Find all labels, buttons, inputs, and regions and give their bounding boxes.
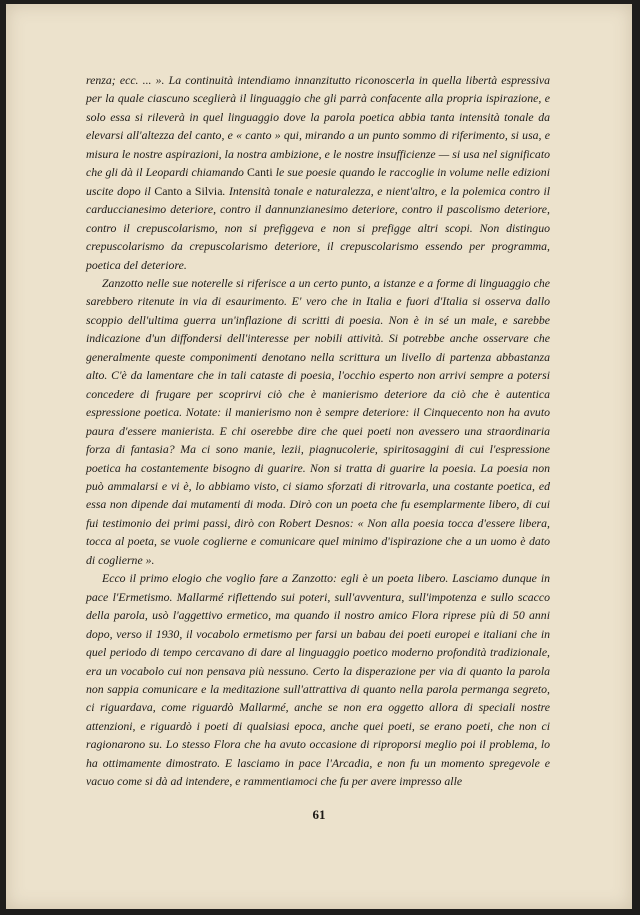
page-number: 61 bbox=[312, 807, 326, 822]
text-run: renza; ecc. ... ». La continuità intendiamo innanzitutto riconoscerla in quella libertà espressiva per la quale ciascuno sceglierà il linguaggio che gli parrà confacente alla propria ispirazione, e solo essa si rileverà in quel linguaggio dove la parola poetica abbia tanta intensità tonale da elevarsi all'altezza del canto, e « canto » qui, mirando a un punto sommo di riferimento, si usa, e misura le nostre aspirazioni, la nostra ambizione, e le nostre insufficienze — si usa nel significato che gli dà il Leopardi chiamando bbox=[86, 73, 550, 180]
text-run: . Intensità tonale e naturalezza, e nient'altro, e la polemica contro il carduccianesimo deteriore, contro il dannunzianesimo deteriore, contro il pascolismo deteriore, contro il crepuscolarismo, non si prefiggeva e non si prefigge altri scopi. Non distinguo crepuscolarismo da crepuscolarismo deteriore, il crepuscolarismo essendo per programma, poetica del deteriore. bbox=[86, 183, 551, 272]
paragraph bbox=[86, 569, 550, 790]
title-reference: Canti bbox=[247, 165, 273, 180]
text-run: le sue poesie quando le raccoglie in volume nelle edizioni uscite dopo il bbox=[86, 165, 550, 198]
text-run: Ecco il primo elogio che voglio fare a Zanzotto: egli è un poeta libero. Lasciamo dunque in pace l'Ermetismo. Mallarmé riflettendo sui poteri, sull'avventura, sull'impotenza e sullo scacco della parola, usò l'aggettivo ermetico, ma quando il nostro amico Flora riprese più di 50 anni dopo, verso il 1930, il vocabolo ermetismo per farsi un babau dei poeti europei e italiani che in quel periodo di tempo cercavano di dare al linguaggio poetico moderno profondità tradizionale, era un vocabolo cui non pensava più nessuno. Certo la disperazione per via di quanto la parola non sappia comunicare e la meditazione sull'attrattiva di quanto nella parola permanga segreto, ci riguardava, come riguardò Mallarmé, anche se non era oggetto allora di speciali nostre attenzioni, e riguardò i poeti di qualsiasi epoca, anche quei poeti, se erano poeti, che non ci ragionarono su. Lo stesso Flora che ha avuto occasione di riproporsi meglio poi il problema, lo ha ottimamente dimostrato. E lasciamo in pace l'Arcadia, e non fu un momento spregevole e vacuo come si dà ad intendere, e rammentiamoci che fu per avere impresso alle bbox=[86, 571, 550, 789]
paragraph bbox=[86, 274, 550, 569]
paragraph bbox=[86, 71, 550, 274]
body-text bbox=[86, 71, 550, 791]
book-page bbox=[6, 4, 632, 909]
text-run: Zanzotto nelle sue noterelle si riferisce a un certo punto, a istanze e a forme di linguaggio che sarebbero ritenute in via di esaurimento. E' vero che in Italia e fuori d'Italia si osserva dallo scoppio dell'ultima guerra un'inflazione di scritti di poesia. Non è in sé un male, e sarebbe indicazione d'un diffondersi dell'interesse per nobili attività. Si potrebbe anche osservare che generalmente queste componimenti denotano nella scrittura un livello di partenza abbastanza alto. C'è da lamentare che in tali cataste di poesia, l'occhio esperto non arrivi sempre a potersi concedere di frugare per scoprirvi ciò che è manierismo deteriore da ciò che è autentica espressione poetica. Notate: il manierismo non è sempre deteriore: il Cinquecento non ha avuto paura d'essere manierista. E chi oserebbe dire che quei poeti non avessero una straordinaria forza di fantasia? Ma ci sono manie, lezii, piagnucolerie, spiritosaggini di cui l'espressione poetica ha costantemente bisogno di guarire. Non si tratta di guarire la poesia. La poesia non può ammalarsi e vi è, lo abbiamo visto, ci siamo sforzati di ritrovarla, una costante poetica, ed essa non dipende dai mutamenti di moda. Dirò con un poeta che fu esemplarmente libero, di cui fui testimonio dei primi passi, dirò con Robert Desnos: « Non alla poesia tocca d'essere libera, tocca al poeta, se vuole coglierne e comunicare quel minimo d'ispirazione che a un uomo è dato di coglierne ». bbox=[86, 275, 550, 567]
title-reference: Canto a Silvia bbox=[154, 183, 223, 198]
